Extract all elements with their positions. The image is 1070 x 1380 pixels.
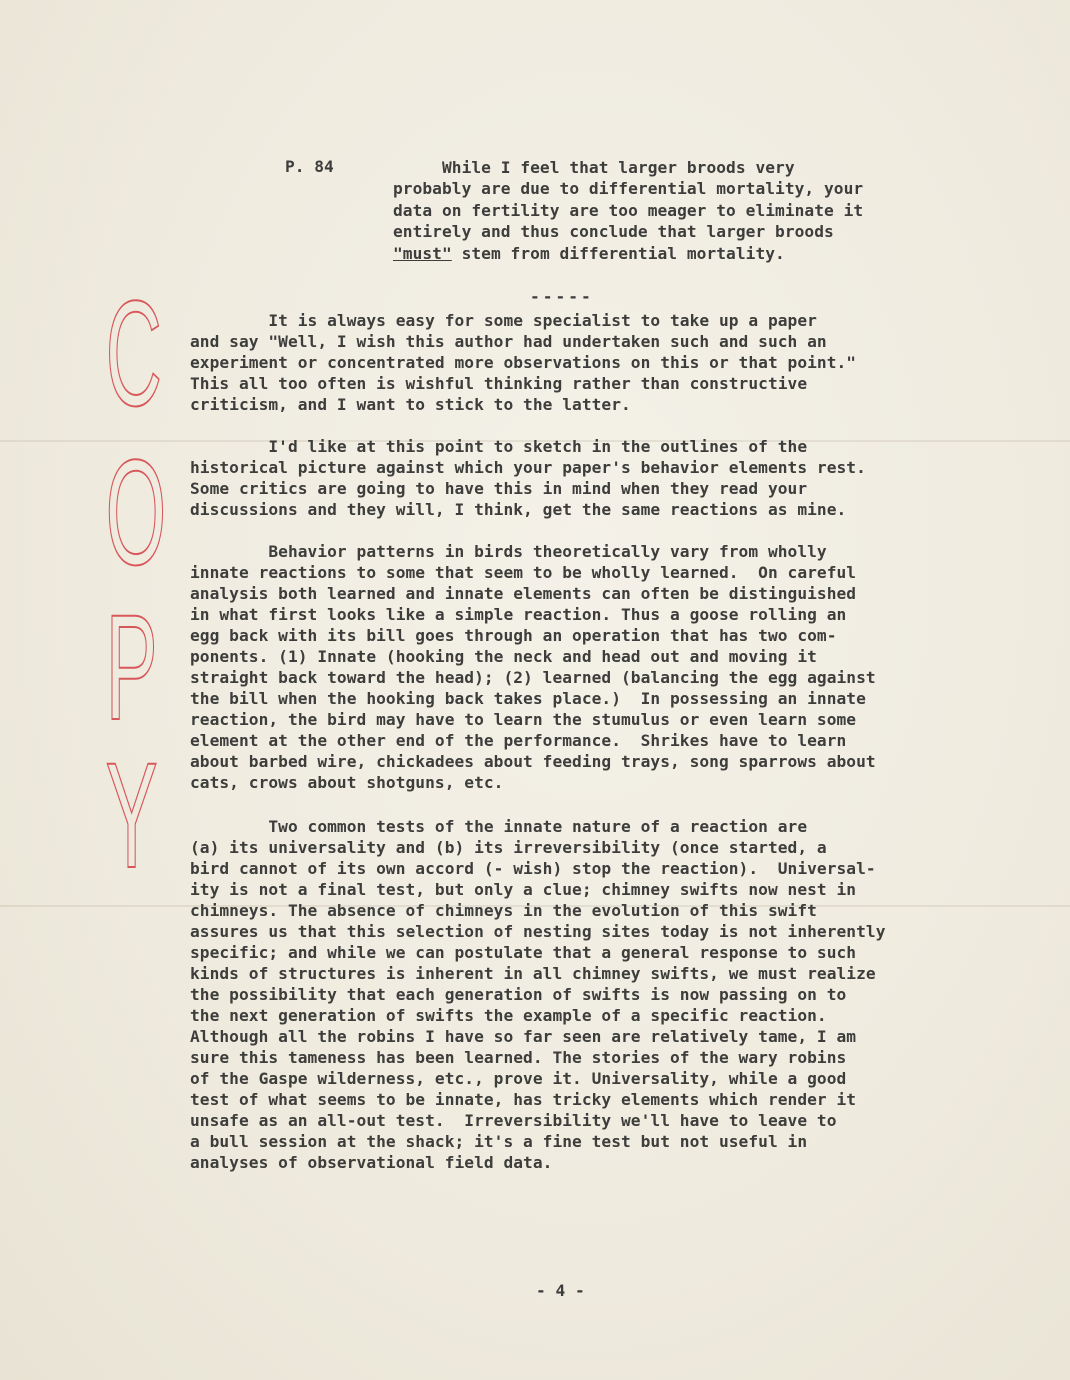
text-line: innate reactions to some that seem to be wholly learned. On careful: [190, 563, 857, 582]
text-line: the bill when the hooking back takes place.) In possessing an innate: [190, 689, 866, 708]
text-line: Although all the robins I have so far seen are relatively tame, I am: [190, 1027, 857, 1046]
text-line: test of what seems to be innate, has tricky elements which render it: [190, 1090, 857, 1109]
text-line: chimneys. The absence of chimneys in the evolution of this swift: [190, 901, 817, 920]
text-line: Behavior patterns in birds theoretically vary from wholly: [190, 542, 827, 561]
text-line: probably are due to differential mortality, your: [393, 179, 864, 198]
page-number: - 4 -: [536, 1281, 585, 1300]
text-line: bird cannot of its own accord (- wish) stop the reaction). Universal-: [190, 859, 876, 878]
text-line: about barbed wire, chickadees about feeding trays, song sparrows about: [190, 752, 876, 771]
text-line: analysis both learned and innate elements can often be distinguished: [190, 584, 857, 603]
text-line: Two common tests of the innate nature of a reaction are: [190, 817, 808, 836]
text-line: element at the other end of the performance. Shrikes have to learn: [190, 731, 847, 750]
underlined-word: "must": [393, 244, 452, 263]
text-line: egg back with its bill goes through an operation that has two com-: [190, 626, 837, 645]
page-reference: P. 84: [285, 157, 334, 176]
text-line: data on fertility are too meager to eliminate it: [393, 201, 864, 220]
text-line: criticism, and I want to stick to the latter.: [190, 395, 631, 414]
text-line: cats, crows about shotguns, etc.: [190, 773, 504, 792]
text-line: This all too often is wishful thinking rather than constructive: [190, 374, 808, 393]
copy-stamp-letter: O: [105, 428, 167, 596]
text-line: experiment or concentrated more observations on this or that point.": [190, 353, 857, 372]
text-line: sure this tameness has been learned. The stories of the wary robins: [190, 1048, 847, 1067]
text-line: I'd like at this point to sketch in the outlines of the: [190, 437, 808, 456]
text-line: ity is not a final test, but only a clue; chimney swifts now nest in: [190, 880, 857, 899]
copy-stamp-letter: P: [105, 583, 158, 751]
text-line: straight back toward the head); (2) learned (balancing the egg against: [190, 668, 876, 687]
text-line: [393, 243, 785, 264]
text-line: ponents. (1) Innate (hooking the neck and head out and moving it: [190, 647, 817, 666]
text-line: kinds of structures is inherent in all chimney swifts, we must realize: [190, 964, 876, 983]
text-line: the next generation of swifts the example of a specific reaction.: [190, 1006, 827, 1025]
text-line: of the Gaspe wilderness, etc., prove it. Universality, while a good: [190, 1069, 847, 1088]
text-line: the possibility that each generation of swifts is now passing on to: [190, 985, 847, 1004]
text-fragment: stem from differential mortality.: [451, 244, 785, 263]
text-line: specific; and while we can postulate that a general response to such: [190, 943, 857, 962]
text-line: Some critics are going to have this in mind when they read your: [190, 479, 808, 498]
text-line: While I feel that larger broods very: [393, 158, 795, 177]
text-line: entirely and thus conclude that larger broods: [393, 222, 834, 241]
text-line: analyses of observational field data.: [190, 1153, 553, 1172]
text-line: historical picture against which your paper's behavior elements rest.: [190, 458, 866, 477]
text-line: assures us that this selection of nesting sites today is not inherently: [190, 922, 886, 941]
text-line: and say "Well, I wish this author had undertaken such and such an: [190, 332, 827, 351]
text-line: a bull session at the shack; it's a fine test but not useful in: [190, 1132, 808, 1151]
text-line: reaction, the bird may have to learn the stumulus or even learn some: [190, 710, 857, 729]
text-line: (a) its universality and (b) its irreversibility (once started, a: [190, 838, 827, 857]
copy-stamp-letter: Y: [105, 731, 158, 899]
text-line: unsafe as an all-out test. Irreversibility we'll have to leave to: [190, 1111, 837, 1130]
copy-stamp-letter: C: [105, 269, 162, 437]
text-line: discussions and they will, I think, get the same reactions as mine.: [190, 500, 847, 519]
text-line: in what first looks like a simple reaction. Thus a goose rolling an: [190, 605, 847, 624]
section-separator: -----: [530, 287, 594, 306]
text-line: It is always easy for some specialist to take up a paper: [190, 311, 817, 330]
